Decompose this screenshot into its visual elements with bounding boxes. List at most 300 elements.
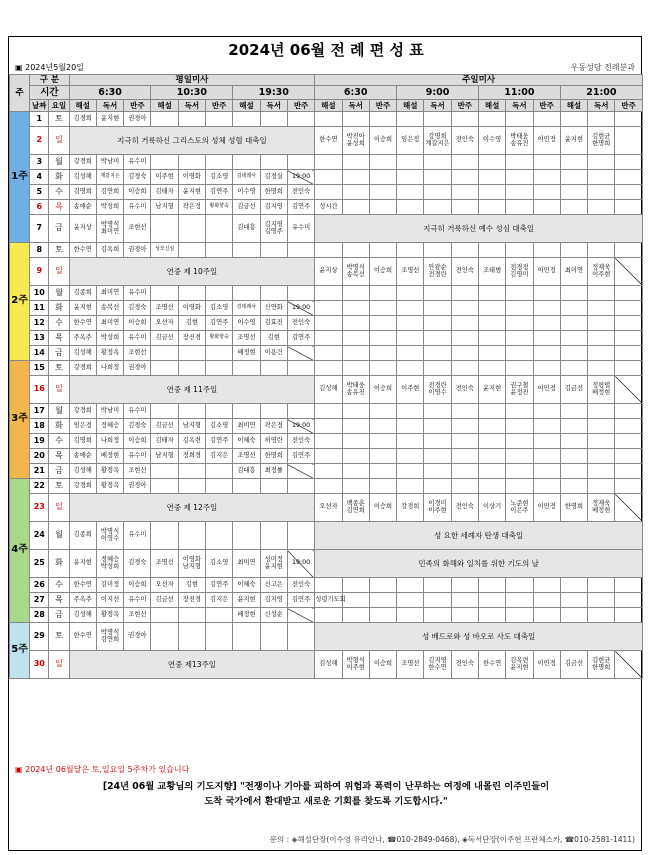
weekday-cell: 조명선: [233, 331, 260, 346]
sunday-cell: [369, 578, 396, 593]
weekday-cell: [206, 608, 233, 623]
sunday-cell: [506, 494, 533, 522]
weekday-cell: [206, 215, 233, 243]
sunday-cell: [588, 331, 615, 346]
sunday-cell: [478, 170, 505, 185]
weekday-cell: 이승희: [124, 316, 151, 331]
weekday-cell: 김소영: [206, 419, 233, 434]
sunday-cell: [560, 593, 587, 608]
sunday-cell: [615, 608, 643, 623]
day-row: [10, 112, 643, 127]
sunday-cell: [478, 301, 505, 316]
day-number: 20: [30, 449, 49, 464]
role-header: 반주: [287, 100, 314, 112]
weekday-cell: 남지형: [151, 200, 178, 215]
sunday-cell: [369, 243, 396, 258]
sunday-cell: 이민정: [533, 258, 560, 286]
name-line: 윤지현: [264, 562, 283, 570]
weekday-cell: [233, 623, 260, 651]
weekday-cell: [287, 522, 314, 550]
sunday-cell: [560, 608, 587, 623]
weekday-cell: 조명선: [151, 550, 178, 578]
weekday-cell: 이주현: [151, 170, 178, 185]
sunday-cell: [451, 316, 478, 331]
note-marker: ▣: [15, 765, 23, 774]
page-title: 2024년 06월 전 례 편 성 표: [228, 41, 424, 59]
parish-name: 우동성당 전례분과: [570, 63, 635, 72]
weekday-cell: [178, 479, 205, 494]
sunday-cell: [424, 449, 451, 464]
weekday-cell: 이승희: [124, 434, 151, 449]
weekday-cell: 최미연: [233, 419, 260, 434]
sunday-cell: [560, 404, 587, 419]
sunday-cell: [424, 301, 451, 316]
name-line: 김지영: [428, 656, 447, 664]
sunday-time-1: 9:00: [397, 86, 479, 100]
sunday-cell: [615, 494, 643, 522]
sunday-cell: [615, 449, 643, 464]
weekday-cell: 김데레사: [233, 170, 260, 185]
sunday-cell: [342, 376, 369, 404]
weekday-cell: 성모신심: [151, 243, 178, 258]
time-header: 시간: [30, 86, 69, 100]
weekday-cell: 한명희: [260, 185, 287, 200]
weekday-cell: [151, 361, 178, 376]
sunday-cell: [424, 112, 451, 127]
weekday-cell: [206, 464, 233, 479]
sunday-cell: [451, 578, 478, 593]
sunday-cell: [424, 479, 451, 494]
sunday-cell: [369, 361, 396, 376]
weekday-cell: [206, 155, 233, 170]
sunday-cell: [369, 200, 396, 215]
sunday-cell: [560, 200, 587, 215]
weekday-cell: [151, 522, 178, 550]
weekday-cell: 김현: [260, 331, 287, 346]
sunday-cell: [533, 593, 560, 608]
day-row: [10, 376, 643, 404]
sunday-cell: [588, 155, 615, 170]
weekday-cell: 김지영: [260, 593, 287, 608]
weekday-cell: 배정현: [233, 608, 260, 623]
weekday-cell: [178, 623, 205, 651]
name-line: 정재욱: [592, 263, 611, 271]
day-number: 1: [30, 112, 49, 127]
sunday-cell: [533, 404, 560, 419]
weekday-cell: [260, 479, 287, 494]
weekday-cell: [233, 404, 260, 419]
weekday-cell: 유수미: [287, 215, 314, 243]
sunday-cell: [369, 593, 396, 608]
weekday-cell: [151, 464, 178, 479]
weekday-cell: 황정옥: [96, 479, 123, 494]
day-of-week: 토: [49, 623, 69, 651]
sunday-cell: [397, 434, 424, 449]
sunday-cell: 전인숙: [451, 494, 478, 522]
sunday-cell: [451, 419, 478, 434]
sunday-cell: [397, 185, 424, 200]
role-header: 반주: [369, 100, 396, 112]
weekday-time-0: 6:30: [69, 86, 151, 100]
weekday-cell: 정혜승: [96, 419, 123, 434]
day-row: [10, 623, 643, 651]
sunday-cell: [588, 258, 615, 286]
sunday-cell: 강경희: [397, 494, 424, 522]
weekday-cell: [206, 404, 233, 419]
day-row: [10, 593, 643, 608]
sunday-cell: 전인숙: [451, 258, 478, 286]
sunday-cell: [451, 185, 478, 200]
day-of-week: 화: [49, 419, 69, 434]
sunday-cell: [560, 346, 587, 361]
weekday-cell: 강경희: [69, 361, 96, 376]
name-line: 송유진: [346, 388, 365, 396]
weekday-cell: 김연희: [96, 185, 123, 200]
sunday-cell: [369, 479, 396, 494]
sunday-cell: [478, 434, 505, 449]
weekday-cell: [151, 346, 178, 361]
day-row: [10, 419, 643, 434]
sunday-cell: 전인숙: [451, 127, 478, 155]
sunday-cell: [424, 608, 451, 623]
sunday-cell: [506, 170, 533, 185]
sunday-cell: [424, 404, 451, 419]
weekday-cell: [287, 623, 314, 651]
day-of-week: 토: [49, 112, 69, 127]
day-row: [10, 608, 643, 623]
sunday-cell: [315, 155, 342, 170]
sunday-cell: [533, 286, 560, 301]
dow-header: 요일: [49, 100, 69, 112]
sunday-cell: [615, 651, 643, 679]
sunday-cell: [588, 376, 615, 404]
weekday-cell: 김연주: [287, 200, 314, 215]
footer-note: [15, 764, 189, 775]
weekday-cell: 김현: [178, 578, 205, 593]
weekday-cell: [233, 522, 260, 550]
weekday-cell: [178, 522, 205, 550]
sunday-cell: [478, 185, 505, 200]
role-header: 독서: [424, 100, 451, 112]
name-line: 김영미: [510, 270, 529, 278]
sunday-cell: [588, 112, 615, 127]
sunday-cell: [533, 301, 560, 316]
weekday-cell: [178, 346, 205, 361]
sunday-cell: [369, 419, 396, 434]
sunday-cell: 윤지현: [478, 376, 505, 404]
sunday-cell: [615, 316, 643, 331]
weekday-cell: 이승희: [124, 578, 151, 593]
weekday-cell: [178, 286, 205, 301]
sunday-cell: [588, 464, 615, 479]
sunday-cell: [533, 185, 560, 200]
sunday-cell: [588, 361, 615, 376]
day-row: [10, 286, 643, 301]
sunday-cell: [342, 331, 369, 346]
weekday-cell: [151, 215, 178, 243]
sunday-cell: 이상기: [478, 494, 505, 522]
sunday-event-banner: 성 베드로와 성 바오로 사도 대축일: [315, 623, 643, 651]
weekday-cell: 전인숙: [287, 316, 314, 331]
sunday-cell: [588, 578, 615, 593]
sunday-cell: [506, 127, 533, 155]
weekday-cell: 전인숙: [287, 434, 314, 449]
weekday-cell: 한명희: [260, 449, 287, 464]
sunday-cell: [588, 316, 615, 331]
sunday-cell: 이민정: [533, 494, 560, 522]
weekday-cell: 김금선: [151, 331, 178, 346]
weekday-cell: [260, 243, 287, 258]
weekday-cell: 이용건: [260, 346, 287, 361]
role-header: 해설: [478, 100, 505, 112]
weekday-cell: 황화향숙: [206, 200, 233, 215]
sunday-cell: [342, 434, 369, 449]
weekday-cell: 김옥련: [178, 434, 205, 449]
day-of-week: 월: [49, 155, 69, 170]
role-header: 반주: [451, 100, 478, 112]
sunday-cell: [478, 419, 505, 434]
sunday-cell: [506, 185, 533, 200]
sunday-cell: [397, 331, 424, 346]
weekday-cell: 곽은정: [178, 200, 205, 215]
name-line: 전경정: [510, 263, 529, 271]
day-number: 17: [30, 404, 49, 419]
sunday-cell: [478, 464, 505, 479]
day-row: [10, 651, 643, 679]
day-of-week: 화: [49, 170, 69, 185]
weekday-cell: [260, 286, 287, 301]
sunday-cell: [588, 200, 615, 215]
name-line: 이주현: [592, 270, 611, 278]
day-row: [10, 578, 643, 593]
name-line: 이은주: [510, 506, 529, 514]
weekday-cell: 나희정: [96, 361, 123, 376]
role-header: 반주: [124, 100, 151, 112]
sunday-cell: [397, 578, 424, 593]
sunday-cell: [369, 185, 396, 200]
day-of-week: 토: [49, 361, 69, 376]
day-number: 6: [30, 200, 49, 215]
name-line: 박태웅: [510, 132, 529, 140]
weekday-cell: 김소영: [206, 170, 233, 185]
weekday-cell: 허영란: [260, 434, 287, 449]
sunday-cell: [342, 361, 369, 376]
sunday-cell: [615, 331, 643, 346]
sunday-cell: [506, 578, 533, 593]
weekday-cell: 이지선: [96, 593, 123, 608]
sunday-cell: [342, 593, 369, 608]
name-line: 송복선: [346, 270, 365, 278]
weekday-cell: 김대흥: [233, 215, 260, 243]
weekday-cell: 김현: [178, 316, 205, 331]
sunday-cell: [533, 112, 560, 127]
weekday-cell: 김성해: [69, 608, 96, 623]
day-number: 18: [30, 419, 49, 434]
weekday-cell: [287, 361, 314, 376]
role-header: 독서: [506, 100, 533, 112]
weekday-cell: 배정현: [233, 346, 260, 361]
sunday-cell: [478, 112, 505, 127]
weekday-cell: 유수미: [124, 331, 151, 346]
weekday-cell: [287, 479, 314, 494]
weekday-cell: [151, 608, 178, 623]
date-header: 날짜: [30, 100, 49, 112]
prayer-line-2: 도착 국가에서 환대받고 새로운 기회를 찾도록 기도합시다.": [204, 796, 448, 807]
sunday-cell: [615, 170, 643, 185]
sunday-cell: 이승희: [369, 127, 396, 155]
day-of-week: 금: [49, 215, 69, 243]
weekday-cell: [287, 286, 314, 301]
day-number: 12: [30, 316, 49, 331]
sunday-cell: [615, 434, 643, 449]
sunday-cell: [424, 651, 451, 679]
day-of-week: 금: [49, 346, 69, 361]
sunday-cell: [560, 170, 587, 185]
weekday-cell: 김옥희: [96, 243, 123, 258]
sunday-cell: [560, 112, 587, 127]
sunday-cell: [533, 578, 560, 593]
weekday-cell: 전인숙: [287, 185, 314, 200]
name-line: 정평렬: [592, 381, 611, 389]
weekday-cell: 권경아: [124, 479, 151, 494]
weekday-cell: [178, 361, 205, 376]
sunday-cell: [397, 200, 424, 215]
day-row: [10, 522, 643, 550]
weekday-cell: 김소영: [206, 301, 233, 316]
sunday-cell: 성령기도회: [315, 593, 342, 608]
sunday-cell: [478, 155, 505, 170]
weekday-cell: 김연주: [206, 578, 233, 593]
schedule-sheet: [8, 36, 642, 851]
day-of-week: 토: [49, 243, 69, 258]
weekday-cell: 이혜숙: [233, 434, 260, 449]
weekday-cell: [206, 623, 233, 651]
sunday-cell: [315, 331, 342, 346]
sunday-cell: [369, 464, 396, 479]
sunday-cell: [615, 155, 643, 170]
day-of-week: 토: [49, 479, 69, 494]
sunday-cell: [478, 593, 505, 608]
sunday-cell: [615, 361, 643, 376]
weekday-cell: 장진경: [178, 331, 205, 346]
role-header: 독서: [588, 100, 615, 112]
sunday-cell: [424, 155, 451, 170]
sunday-cell: [533, 155, 560, 170]
day-of-week: 월: [49, 522, 69, 550]
weekday-cell: [151, 404, 178, 419]
sunday-cell: [615, 243, 643, 258]
sunday-cell: [533, 170, 560, 185]
day-of-week: 일: [49, 127, 69, 155]
weekday-cell: 김경실: [260, 170, 287, 185]
day-row: [10, 464, 643, 479]
weekday-cell: [178, 215, 205, 243]
sunday-cell: [533, 346, 560, 361]
weekday-cell: 김성해: [69, 170, 96, 185]
sunday-cell: [424, 464, 451, 479]
weekday-cell: 박성희: [96, 331, 123, 346]
day-of-week: 일: [49, 494, 69, 522]
sunday-cell: [478, 316, 505, 331]
sunday-cell: 이승희: [369, 651, 396, 679]
weekday-cell: [178, 608, 205, 623]
sunday-cell: [342, 346, 369, 361]
sunday-cell: [424, 331, 451, 346]
day-of-week: 일: [49, 651, 69, 679]
weekday-cell: 김연주: [287, 331, 314, 346]
sunday-cell: [342, 258, 369, 286]
weekday-cell: 최미연: [96, 316, 123, 331]
section-header: 구 분: [30, 75, 69, 86]
sunday-cell: [315, 479, 342, 494]
prayer-line-1: [24년 06월 교황님의 기도지향] "전쟁이나 기아를 피하여 위험과 폭력이 난무하는 여정에 내몰린 이주민들이: [102, 781, 550, 792]
sunday-cell: [615, 376, 643, 404]
weekday-cell: [287, 243, 314, 258]
sunday-cell: [397, 449, 424, 464]
weekday-cell: 조명선: [151, 301, 178, 316]
weekday-cell: [233, 479, 260, 494]
sunday-cell: [451, 361, 478, 376]
sunday-cell: [315, 286, 342, 301]
sunday-cell: 이민정: [533, 651, 560, 679]
weekday-cell: 김지은: [206, 593, 233, 608]
day-of-week: 수: [49, 316, 69, 331]
sunday-cell: 김성해: [315, 376, 342, 404]
sunday-cell: [533, 419, 560, 434]
day-row: [10, 301, 643, 316]
sunday-cell: [588, 449, 615, 464]
sunday-cell: [615, 419, 643, 434]
sunday-cell: [315, 464, 342, 479]
sunday-cell: [478, 479, 505, 494]
sunday-cell: [397, 170, 424, 185]
sunday-cell: [506, 651, 533, 679]
sunday-event-banner: 성 요한 세례자 탄생 대축일: [315, 522, 643, 550]
weekday-cell: [151, 479, 178, 494]
name-line: 김옥련: [510, 656, 529, 664]
name-line: 최미연: [100, 227, 120, 235]
role-header: 독서: [342, 100, 369, 112]
sunday-cell: [615, 578, 643, 593]
weekday-cell: [96, 623, 123, 651]
day-row: [10, 155, 643, 170]
weekday-cell: [206, 522, 233, 550]
name-line: 권구철: [510, 381, 529, 389]
weekday-cell: 유수미: [124, 404, 151, 419]
sunday-cell: [451, 449, 478, 464]
name-line: 배정현: [592, 388, 611, 396]
weekday-cell: 김명희: [69, 185, 96, 200]
sunday-cell: [451, 404, 478, 419]
sunday-cell: [478, 346, 505, 361]
name-line: 이영화: [182, 555, 202, 563]
day-number: 10: [30, 286, 49, 301]
weekday-cell: 정희경: [178, 449, 205, 464]
day-number: 11: [30, 301, 49, 316]
weekday-cell: 김연주: [206, 434, 233, 449]
day-of-week: 화: [49, 301, 69, 316]
weekday-cell: 오선자: [151, 316, 178, 331]
sunday-cell: [506, 243, 533, 258]
day-number: 4: [30, 170, 49, 185]
sunday-cell: [315, 185, 342, 200]
day-number: 2: [30, 127, 49, 155]
weekday-cell: 윤지현: [69, 301, 96, 316]
day-row: [10, 494, 643, 522]
day-row: [10, 316, 643, 331]
weekday-cell: [151, 155, 178, 170]
sunday-cell: [369, 112, 396, 127]
